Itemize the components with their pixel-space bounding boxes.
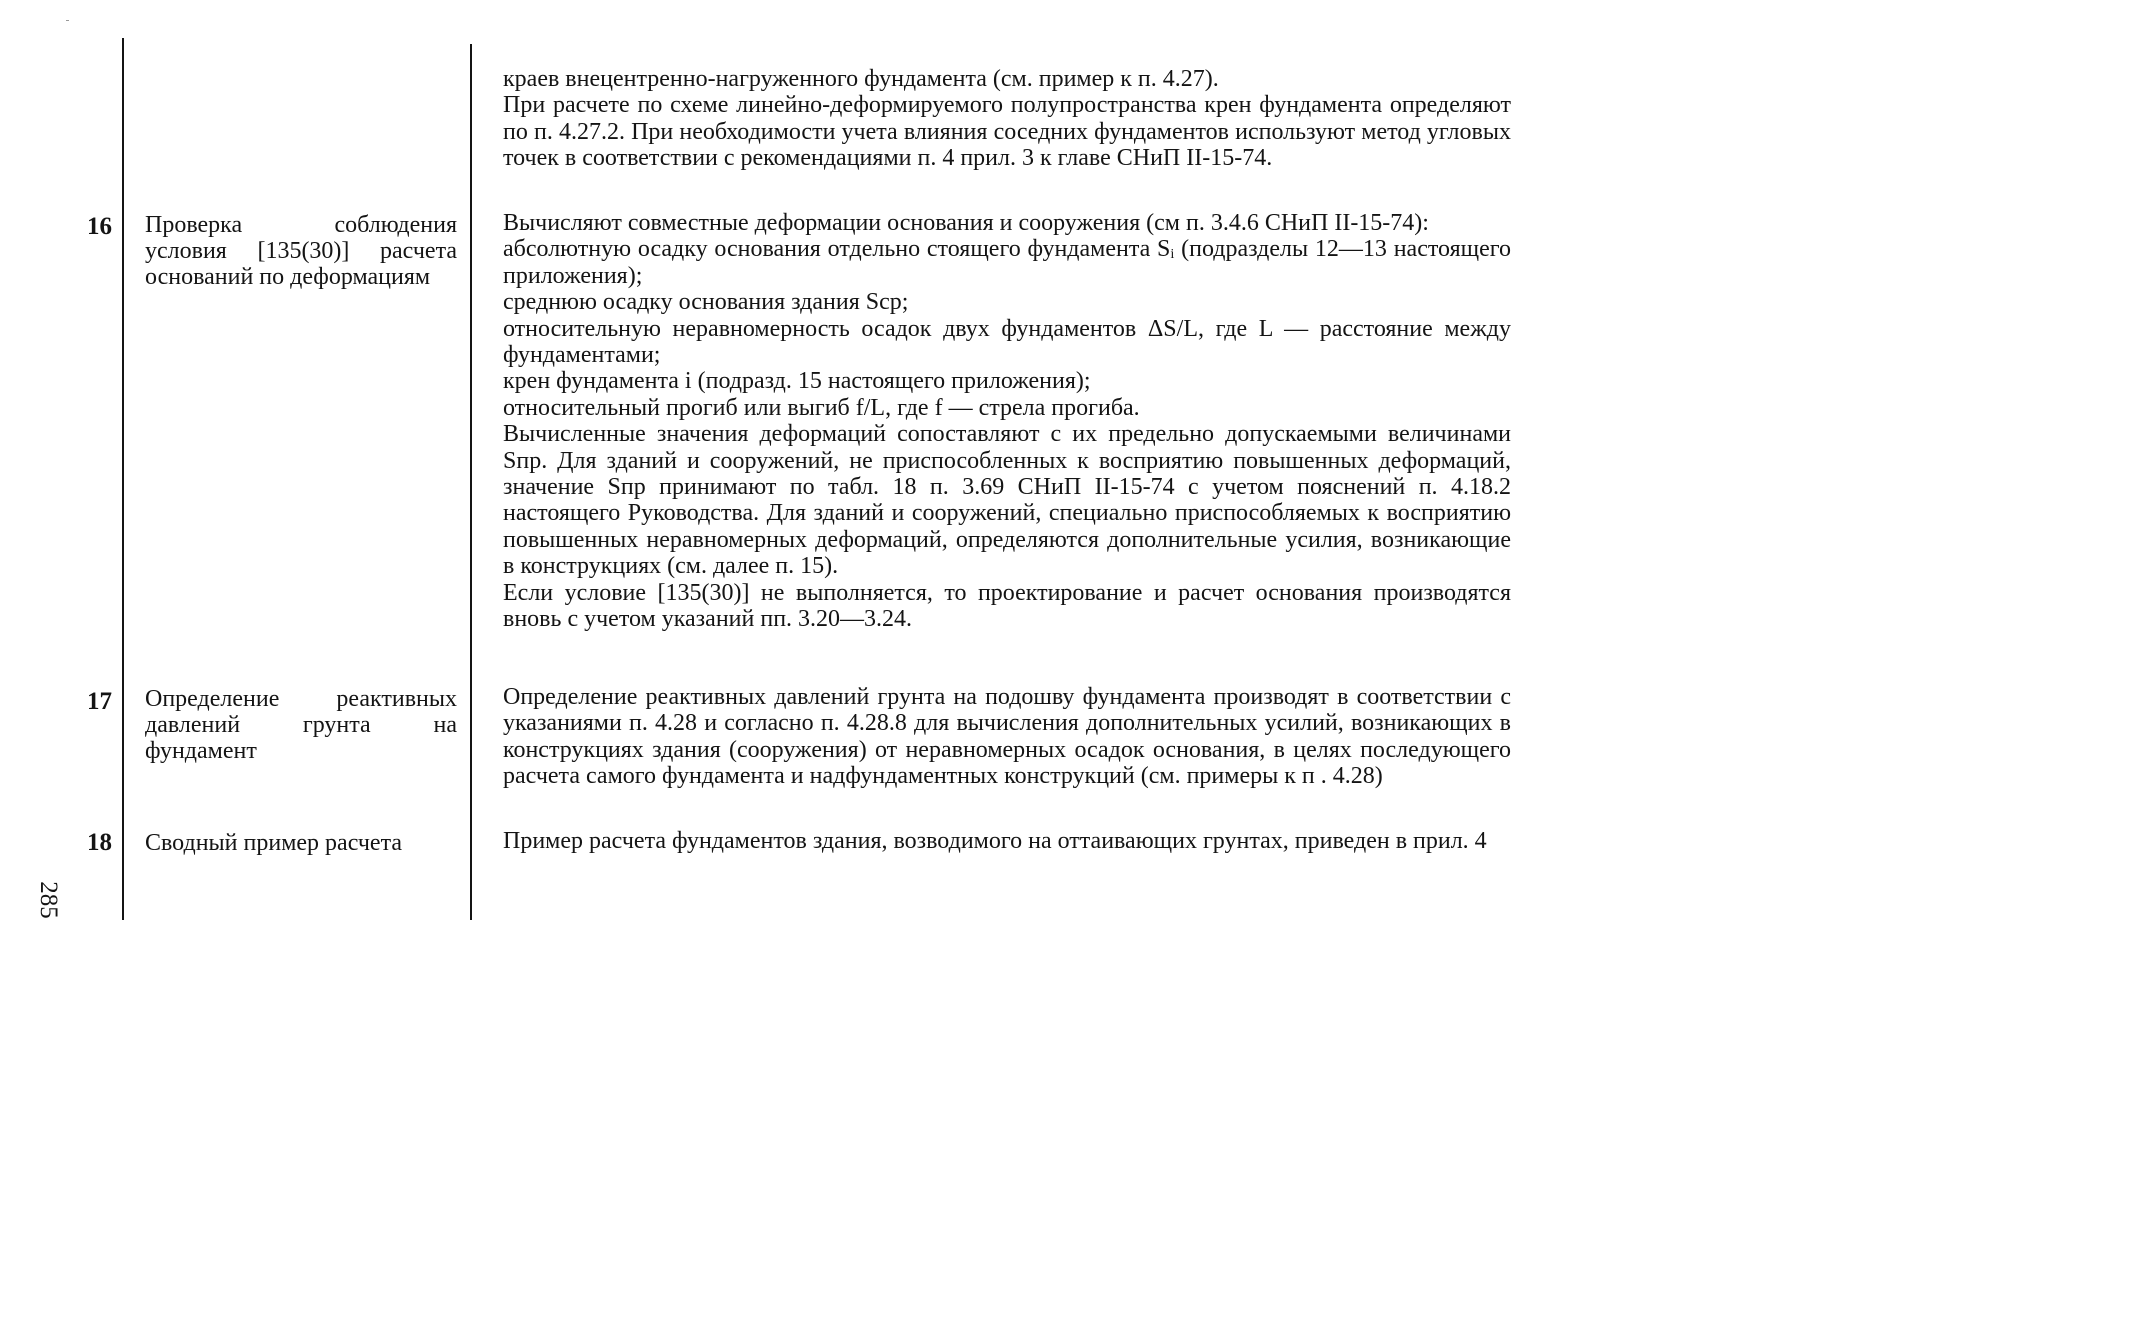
page-number: 285 [35, 881, 62, 919]
continuation-line-1: краев внецентренно-нагруженного фундамента (см. пример к п. 4.27). [503, 66, 1219, 92]
desc-paragraph: среднюю осадку основания здания Sср; [503, 289, 909, 316]
row-title: Сводный пример расчета [145, 830, 403, 856]
continuation-paragraph-2: При расчете по схеме линейно-деформируемого полупространства крен фундамента определяют по п. 4.27.2. При необходимости учета влияния соседних фундаментов используют метод угловых точек в соответствии с рекомендациями п. 4 прил. 3 к главе СНиП II-15-74. [503, 92, 1511, 172]
row-description [503, 828, 1511, 854]
row-number: 16 [87, 213, 112, 240]
desc-paragraph: Определение реактивных давлений грунта на подошву фундамента производят в соответствии с указаниями п. 4.28 и согласно п. 4.28.8 для вычисления дополнительных усилий, возникающих в конструкциях здания (сооружения) от неравномерных осадок основания, в целях последующего расчета самого фундамента и надфундаментных конструкций (см. примеры к п . 4.28) [503, 684, 1511, 790]
desc-paragraph: относительный прогиб или выгиб f/L, где f — стрела прогиба. [503, 394, 1140, 421]
desc-paragraph: относительную неравномерность осадок двух фундаментов ΔS/L, где L — расстояние между фундаментами; [503, 315, 1512, 369]
desc-paragraph: Вычисляют совместные деформации основания и сооружения (см п. 3.4.6 СНиП II-15-74): [503, 210, 1429, 236]
continuation-text [503, 66, 1511, 172]
scan-speck [66, 20, 69, 21]
desc-paragraph: Если условие [135(30)] не выполняется, то проектирование и расчет основания производятся вновь с учетом указаний пп. 3.20—3.24. [503, 579, 1511, 633]
row-title: Определение реактивных давлений грунта на фундамент [145, 686, 457, 764]
row-number: 18 [87, 829, 112, 856]
desc-paragraph: Пример расчета фундаментов здания, возводимого на оттаивающих грунтах, приведен в прил. 4 [503, 828, 1487, 854]
column-rule-right [470, 44, 472, 920]
desc-paragraph: абсолютную осадку основания отдельно стоящего фундамента Sᵢ (подразделы 12—13 настоящего приложения); [503, 236, 1511, 289]
row-description [503, 210, 1511, 633]
row-title: Проверка соблюдения условия [135(30)] расчета оснований по деформациям [145, 212, 457, 290]
row-description [503, 684, 1511, 790]
row-number: 17 [87, 688, 112, 715]
desc-paragraph: крен фундамента i (подразд. 15 настоящего приложения); [503, 368, 1091, 395]
desc-paragraph: Вычисленные значения деформаций сопоставляют с их предельно допускаемыми величинами Sпр. Для зданий и сооружений, не приспособленных к восприятию повышенных деформаций, значение Sпр принимают по табл. 18 п. 3.69 СНиП II-15-74 с учетом пояснений п. 4.18.2 настоящего Руководства. Для зданий и сооружений, специально приспособляемых к восприятию повышенных неравномерных деформаций, определяются дополнительные усилия, возникающие в конструкциях (см. далее п. 15). [503, 421, 1511, 580]
column-rule-left [122, 38, 124, 920]
